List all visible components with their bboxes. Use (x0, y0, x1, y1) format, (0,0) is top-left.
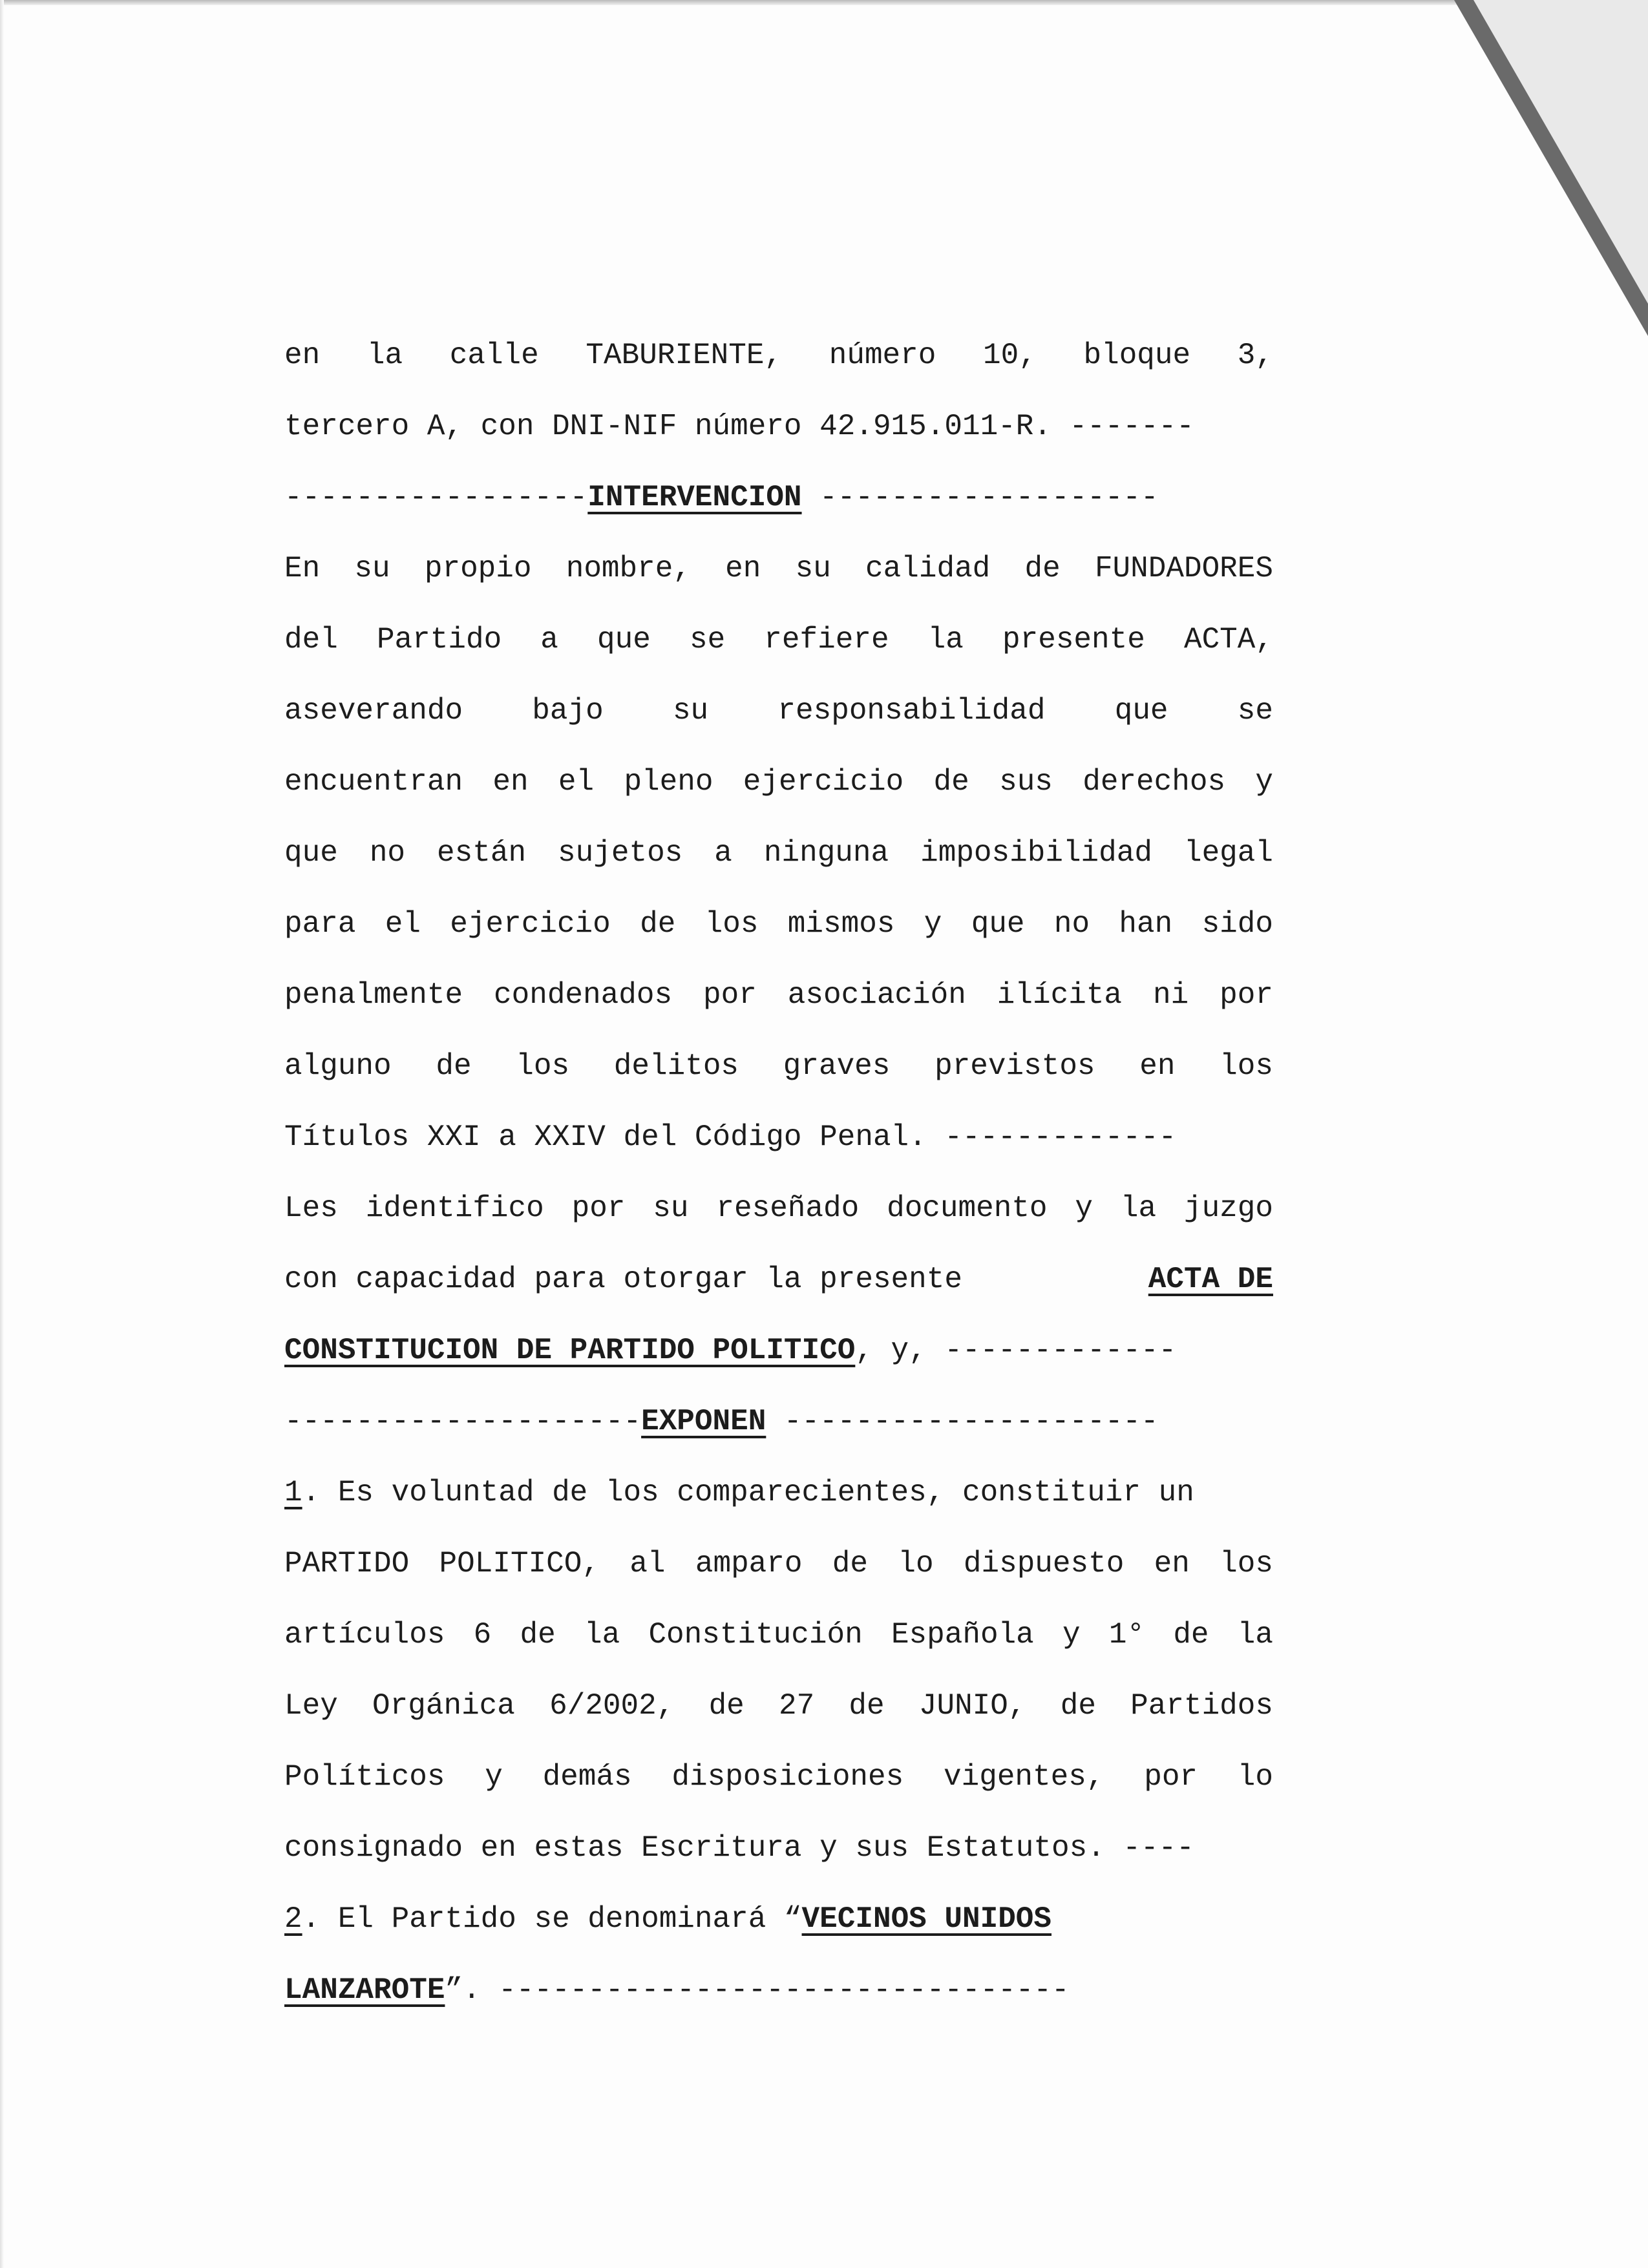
text-line (284, 1254, 1273, 1305)
text-line: que no están sujetos a ninguna imposibilidad legal (284, 836, 1273, 870)
text-line: alguno de los delitos graves previstos en los (284, 1049, 1273, 1083)
paragraph-number: 2 (284, 1902, 302, 1936)
text-line: PARTIDO POLITICO, al amparo de lo dispuesto en los (284, 1547, 1273, 1580)
text-line: En su propio nombre, en su calidad de FUNDADORES (284, 552, 1273, 585)
section-heading-exponen (284, 1396, 1273, 1447)
heading-text: EXPONEN (641, 1405, 766, 1438)
text-line: del Partido a que se refiere la presente ACTA, (284, 623, 1273, 656)
text-line: para el ejercicio de los mismos y que no han sido (284, 907, 1273, 941)
text-line: Les identifico por su reseñado documento y la juzgo (284, 1192, 1273, 1225)
text-line: Ley Orgánica 6/2002, de 27 de JUNIO, de Partidos (284, 1689, 1273, 1723)
text-line: aseverando bajo su responsabilidad que se (284, 694, 1273, 728)
text-span: con capacidad para otorgar la presente (284, 1263, 980, 1296)
text-span: ”. -------------------------------- (445, 1973, 1070, 2007)
dash-rule: --------------------- (766, 1405, 1159, 1438)
text-line: consignado en estas Escritura y sus Estatutos. ---- (284, 1831, 1194, 1865)
paragraph-number: 1 (284, 1476, 302, 1509)
heading-text: INTERVENCION (587, 481, 802, 514)
text-line: encuentran en el pleno ejercicio de sus derechos y (284, 765, 1273, 799)
dash-rule: -------------------- (284, 1405, 642, 1438)
bold-underlined-text: ACTA DE (1148, 1263, 1273, 1296)
party-name-text: LANZAROTE (284, 1973, 445, 2007)
text-span: , y, ------------- (855, 1334, 1177, 1367)
bold-underlined-text: CONSTITUCION DE PARTIDO POLITICO (284, 1334, 856, 1367)
text-line: Políticos y demás disposiciones vigentes, por lo (284, 1760, 1273, 1794)
section-heading-intervencion (284, 472, 1273, 523)
numbered-paragraph-1 (284, 1467, 1273, 1518)
numbered-paragraph-2 (284, 1893, 1273, 1945)
dash-rule: ----------------- (284, 481, 588, 514)
text-line: artículos 6 de la Constitución Española y 1° de la (284, 1618, 1273, 1652)
text-span: . El Partido se denominará “ (302, 1902, 802, 1936)
dash-rule: ------------------- (801, 481, 1159, 514)
text-line: Títulos XXI a XXIV del Código Penal. ------------- (284, 1120, 1177, 1154)
text-span: . Es voluntad de los comparecientes, constituir un (302, 1476, 1194, 1509)
party-name-text: VECINOS UNIDOS (801, 1902, 1052, 1936)
text-line (284, 1964, 1273, 2016)
text-line: en la calle TABURIENTE, número 10, bloque 3, (284, 339, 1273, 372)
text-line: tercero A, con DNI-NIF número 42.915.011-R. ------- (284, 410, 1194, 443)
text-line: penalmente condenados por asociación ilícita ni por (284, 978, 1273, 1012)
text-line (284, 1325, 1273, 1376)
